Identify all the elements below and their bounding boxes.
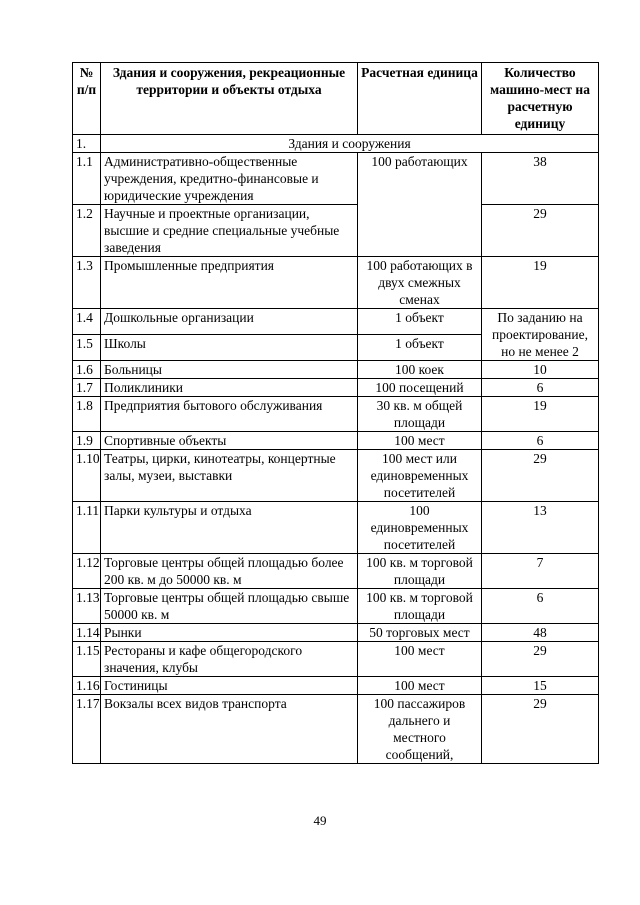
row-unit: 100 работающих	[358, 153, 482, 257]
row-name: Гостиницы	[101, 677, 358, 695]
row-unit: 1 объект	[358, 335, 482, 361]
row-count: 6	[482, 589, 599, 624]
row-name: Дошкольные организации	[101, 309, 358, 335]
page-number: 49	[313, 813, 327, 828]
row-num: 1.12	[73, 554, 101, 589]
row-unit: 30 кв. м общей площади	[358, 397, 482, 432]
row-unit: 100 кв. м торговой площади	[358, 589, 482, 624]
row-count: 13	[482, 502, 599, 554]
row-count: 6	[482, 432, 599, 450]
row-count: 7	[482, 554, 599, 589]
row-unit: 100 пассажиров дальнего и местного сообщений,	[358, 695, 482, 764]
row-num: 1.3	[73, 257, 101, 309]
row-count: 38	[482, 153, 599, 205]
header-unit: Расчетная единица	[358, 63, 482, 135]
row-num: 1.8	[73, 397, 101, 432]
row-num: 1.2	[73, 205, 101, 257]
table-row	[73, 624, 599, 642]
row-count: 19	[482, 257, 599, 309]
row-name: Предприятия бытового обслуживания	[101, 397, 358, 432]
row-num: 1.9	[73, 432, 101, 450]
row-num: 1.11	[73, 502, 101, 554]
parking-norms-table	[72, 62, 599, 764]
row-num: 1.6	[73, 361, 101, 379]
row-count: По заданию на проектирование, но не менее 2	[482, 309, 599, 361]
row-name: Больницы	[101, 361, 358, 379]
section-row	[73, 135, 599, 153]
row-unit: 100 работающих в двух смежных сменах	[358, 257, 482, 309]
table-row	[73, 695, 599, 764]
row-count: 29	[482, 205, 599, 257]
row-name: Вокзалы всех видов транспорта	[101, 695, 358, 764]
row-name: Парки культуры и отдыха	[101, 502, 358, 554]
row-num: 1.4	[73, 309, 101, 335]
row-name: Административно-общественные учреждения, кредитно-финансовые и юридические учреждения	[101, 153, 358, 205]
table-row	[73, 502, 599, 554]
row-num: 1.10	[73, 450, 101, 502]
row-name: Рынки	[101, 624, 358, 642]
table-row	[73, 554, 599, 589]
table-row	[73, 397, 599, 432]
row-num: 1.15	[73, 642, 101, 677]
row-num: 1.7	[73, 379, 101, 397]
table-row	[73, 153, 599, 205]
row-num: 1.1	[73, 153, 101, 205]
section-title: Здания и сооружения	[101, 135, 599, 153]
row-name: Научные и проектные организации, высшие и средние специальные учебные заведения	[101, 205, 358, 257]
section-num: 1.	[73, 135, 101, 153]
header-num: № п/п	[73, 63, 101, 135]
row-unit: 1 объект	[358, 309, 482, 335]
row-unit: 100 мест	[358, 642, 482, 677]
table-row	[73, 677, 599, 695]
row-count: 29	[482, 450, 599, 502]
row-name: Торговые центры общей площадью более 200 кв. м до 50000 кв. м	[101, 554, 358, 589]
row-name: Рестораны и кафе общегородского значения, клубы	[101, 642, 358, 677]
row-count: 6	[482, 379, 599, 397]
header-name: Здания и сооружения, рекреационные территории и объекты отдыха	[101, 63, 358, 135]
row-num: 1.16	[73, 677, 101, 695]
row-count: 48	[482, 624, 599, 642]
table-row	[73, 379, 599, 397]
row-name: Поликлиники	[101, 379, 358, 397]
row-count: 19	[482, 397, 599, 432]
header-row	[73, 63, 599, 135]
row-count: 29	[482, 642, 599, 677]
table-row	[73, 450, 599, 502]
table-row	[73, 642, 599, 677]
row-count: 15	[482, 677, 599, 695]
row-count: 10	[482, 361, 599, 379]
row-name: Театры, цирки, кинотеатры, концертные залы, музеи, выставки	[101, 450, 358, 502]
row-count: 29	[482, 695, 599, 764]
row-num: 1.14	[73, 624, 101, 642]
row-name: Торговые центры общей площадью свыше 50000 кв. м	[101, 589, 358, 624]
row-unit: 100 кв. м торговой площади	[358, 554, 482, 589]
row-unit: 50 торговых мест	[358, 624, 482, 642]
row-unit: 100 мест	[358, 677, 482, 695]
table-row	[73, 205, 599, 257]
table-row	[73, 309, 599, 335]
row-unit: 100 единовременных посетителей	[358, 502, 482, 554]
row-unit: 100 коек	[358, 361, 482, 379]
row-num: 1.17	[73, 695, 101, 764]
row-num: 1.5	[73, 335, 101, 361]
row-unit: 100 мест	[358, 432, 482, 450]
table-row	[73, 361, 599, 379]
row-name: Спортивные объекты	[101, 432, 358, 450]
row-name: Школы	[101, 335, 358, 361]
header-count: Количество машино-мест на расчетную единицу	[482, 63, 599, 135]
row-unit: 100 посещений	[358, 379, 482, 397]
row-num: 1.13	[73, 589, 101, 624]
table-row	[73, 432, 599, 450]
table-row	[73, 589, 599, 624]
row-name: Промышленные предприятия	[101, 257, 358, 309]
row-unit: 100 мест или единовременных посетителей	[358, 450, 482, 502]
table-row	[73, 257, 599, 309]
